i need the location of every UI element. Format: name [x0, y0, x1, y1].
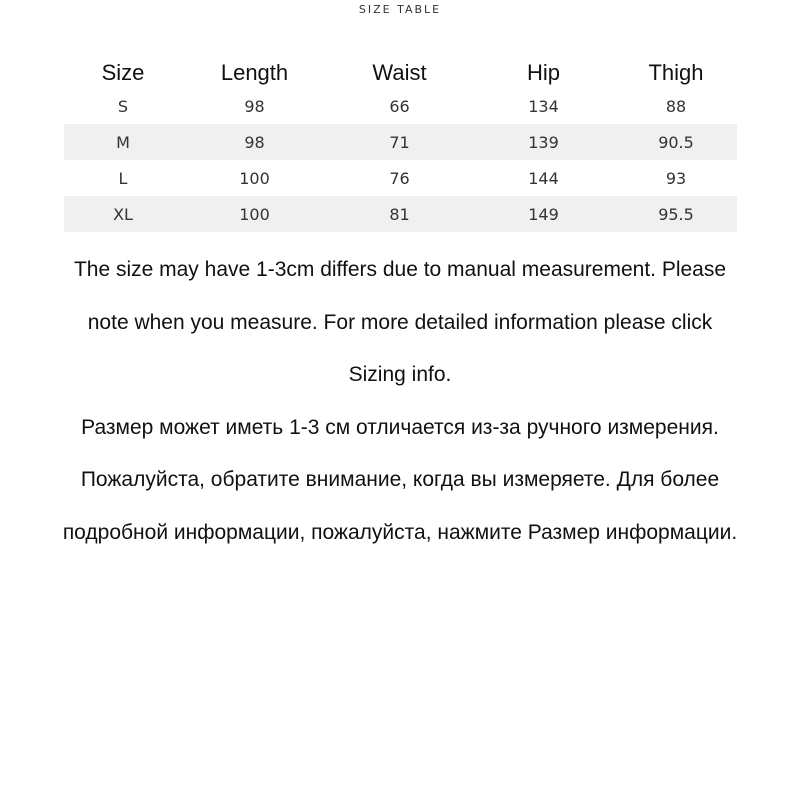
cell-size: S [117, 96, 129, 116]
cell-length: 100 [239, 168, 270, 188]
cell-waist: 81 [327, 196, 472, 232]
size-table [64, 48, 737, 232]
cell-waist: 66 [389, 96, 410, 116]
table-row [64, 160, 737, 196]
cell-length: 98 [182, 124, 327, 160]
cell-hip: 149 [472, 196, 615, 232]
cell-hip: 144 [528, 168, 559, 188]
cell-hip: 134 [528, 96, 559, 116]
table-header-row [64, 48, 737, 88]
measurement-note [60, 244, 740, 559]
cell-length: 100 [182, 196, 327, 232]
size-table-title: SIZE TABLE [358, 3, 442, 16]
table-row [64, 88, 737, 124]
header-length: Length [220, 60, 289, 85]
cell-size: M [64, 124, 182, 160]
cell-thigh: 90.5 [615, 124, 737, 160]
cell-size: L [118, 168, 128, 188]
cell-thigh: 93 [665, 168, 687, 188]
table-row [64, 196, 737, 232]
header-size: Size [101, 60, 145, 85]
cell-length: 98 [244, 96, 265, 116]
cell-waist: 76 [389, 168, 410, 188]
measurement-note-english: The size may have 1-3cm differs due to manual measurement. Please note when you measure. For more detailed information please click Sizing info. [73, 258, 727, 386]
table-row [64, 124, 737, 160]
cell-size: XL [64, 196, 182, 232]
cell-thigh: 88 [665, 96, 687, 116]
cell-hip: 139 [472, 124, 615, 160]
header-waist: Waist [372, 60, 427, 85]
cell-thigh: 95.5 [615, 196, 737, 232]
measurement-note-russian: Размер может иметь 1-3 см отличается из-за ручного измерения. Пожалуйста, обратите внимание, когда вы измеряете. Для более подробной информации, пожалуйста, нажмите Размер информации. [62, 415, 738, 544]
header-thigh: Thigh [648, 60, 704, 85]
header-hip: Hip [526, 60, 560, 85]
cell-waist: 71 [327, 124, 472, 160]
